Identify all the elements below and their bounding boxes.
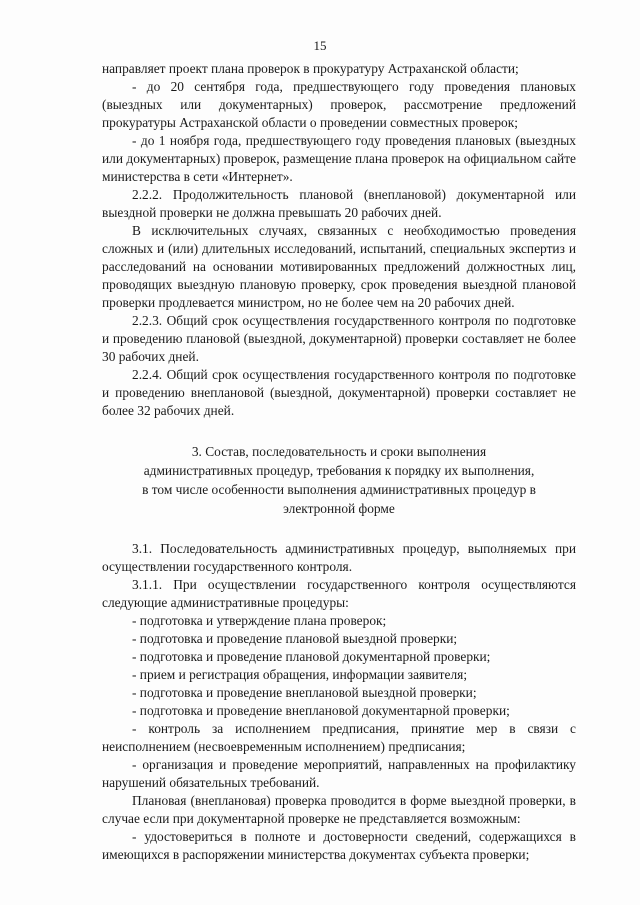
top-paragraphs	[102, 60, 576, 420]
paragraph: - до 1 ноября года, предшествующего году проведения плановых (выездных или документарных) проверок, размещение плана проверок на официальном сайте министерства в сети «Интернет».	[102, 133, 576, 184]
paragraph: - подготовка и утверждение плана проверок;	[132, 613, 387, 628]
paragraph: - подготовка и проведение плановой документарной проверки;	[132, 649, 491, 664]
paragraph: 2.2.4. Общий срок осуществления государственного контроля по подготовке и проведению внеплановой (выездной, документарной) проверки составляет не более 32 рабочих дней.	[102, 367, 576, 418]
paragraph: 3.1.1. При осуществлении государственного контроля осуществляются следующие административные процедуры:	[102, 577, 576, 610]
paragraph: В исключительных случаях, связанных с необходимостью проведения сложных и (или) длительных исследований, испытаний, специальных экспертиз и расследований на основании мотивированных предложений должностных лиц, проводящих выездную плановую проверку, срок проведения выездной плановой проверки продлевается министром, но не более чем на 20 рабочих дней.	[102, 223, 576, 310]
paragraph: 3.1. Последовательность административных процедур, выполняемых при осуществлении государственного контроля.	[102, 541, 576, 574]
paragraph: - подготовка и проведение внеплановой выездной проверки;	[132, 685, 477, 700]
paragraph: 2.2.3. Общий срок осуществления государственного контроля по подготовке и проведению плановой (выездной, документарной) проверки составляет не более 30 рабочих дней.	[102, 313, 576, 364]
paragraph: - до 20 сентября года, предшествующего году проведения плановых (выездных или документарных) проверок, рассмотрение предложений прокуратуры Астраханской области о проведении совместных проверок;	[102, 79, 576, 130]
paragraph: 2.2.2. Продолжительность плановой (внеплановой) документарной или выездной проверки не должна превышать 20 рабочих дней.	[102, 187, 576, 220]
paragraph: - подготовка и проведение плановой выездной проверки;	[132, 631, 458, 646]
bottom-paragraphs	[102, 540, 576, 864]
paragraph: - контроль за исполнением предписания, принятие мер в связи с неисполнением (несвоевременным исполнением) предписания;	[102, 721, 576, 754]
paragraph: - удостовериться в полноте и достоверности сведений, содержащихся в имеющихся в распоряжении министерства документах субъекта проверки;	[102, 829, 576, 862]
paragraph: - подготовка и проведение внеплановой документарной проверки;	[132, 703, 510, 718]
paragraph: - организация и проведение мероприятий, направленных на профилактику нарушений обязательных требований.	[102, 757, 576, 790]
section-heading: 3. Состав, последовательность и сроки выполнения административных процедур, требования к порядку их выполнения, в том числе особенности выполнения административных процедур в электронной форме	[142, 444, 536, 516]
paragraph: - прием и регистрация обращения, информации заявителя;	[132, 667, 468, 682]
paragraph: Плановая (внеплановая) проверка проводится в форме выездной проверки, в случае если при документарной проверке не представляется возможным:	[102, 793, 576, 826]
page-number: 15	[313, 38, 327, 53]
document-body	[102, 60, 576, 864]
paragraph: направляет проект плана проверок в прокуратуру Астраханской области;	[102, 61, 519, 76]
